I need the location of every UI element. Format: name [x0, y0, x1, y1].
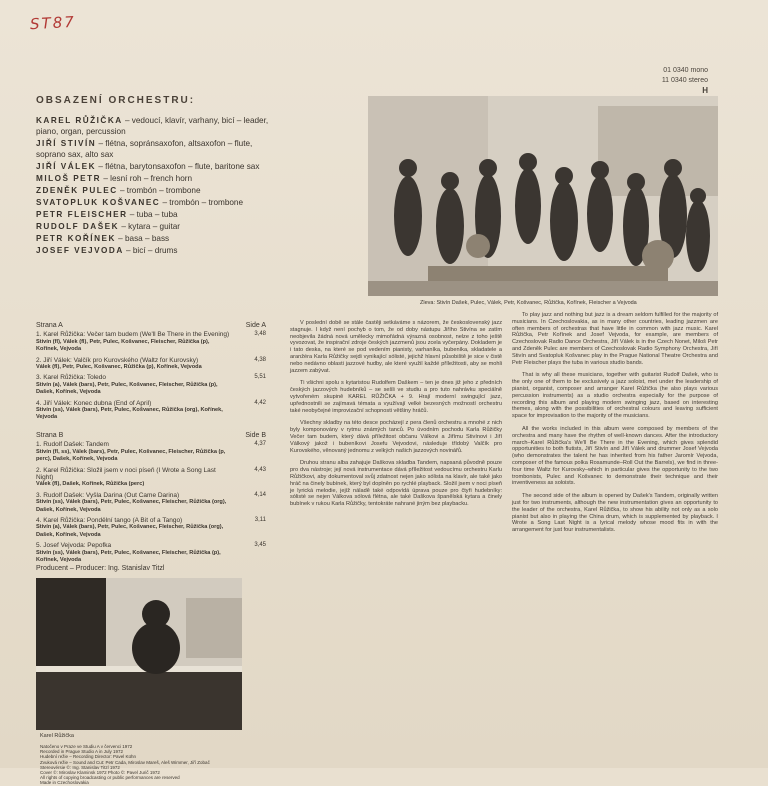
cast-role: – flétna, barytonsaxofon – flute, baritone sax — [96, 162, 260, 171]
track-time: 5,51 — [254, 374, 266, 381]
track-time: 4,43 — [254, 466, 266, 473]
track-title: 4. Jiří Válek: Konec dubna (End of April) — [36, 399, 152, 407]
cast-member — [36, 185, 276, 196]
track-time: 3,48 — [254, 331, 266, 338]
track-players: Válek (fl), Petr, Pulec, Košvanec, Růžička (p), Kořínek, Vejvoda — [36, 364, 202, 371]
track-players: Stivín (fl), Válek (fl), Petr, Pulec, Košvanec, Fleischer, Růžička (p), Kořínek, Vejvoda — [36, 338, 210, 353]
pianist-photo — [36, 578, 242, 730]
cast-member — [36, 233, 276, 244]
track-info — [36, 374, 231, 396]
track-time: 4,14 — [254, 491, 266, 498]
orchestra-cast — [36, 115, 276, 257]
side-a-tracks — [36, 331, 266, 421]
catalog-mono: 01 0340 mono — [663, 67, 708, 74]
cast-role: – tuba – tuba — [127, 210, 178, 219]
band-photo — [368, 96, 718, 296]
track-time: 3,11 — [254, 516, 266, 523]
producer-credit: Producent – Producer: Ing. Stanislav Titzl — [36, 565, 165, 572]
credit-line: Stereovérsie ©: Ing. Stanislav Titzl 1972 — [40, 764, 120, 770]
cast-member — [36, 161, 276, 172]
liner-paragraph: Druhou stranu alba zahajuje Daškova skladba Tandem, napsaná původně pouze pro dva nástroje; její nová instrumentace dává příležitost vedoucímu orchestru Karlu Růžičkovi, aby dokumentoval svůj zdatnost nejen jako sólista na klavír, ale také jako hráč na činely bubínek, který byl doplněn po rychlé playback. Složil jsem v noci píseň je lyrická melodie, jejíž náladě také odpovídá úprava pouze pro čtyři hudebníky: sólisté se nejen Válkova sólová flétna, ale také Daškova španělská kytara a činely bubínek v rukou Karla Růžičky, tentokráte nahrané jiným bez playbacku. — [290, 460, 502, 508]
recording-credits — [40, 744, 245, 786]
side-b-label: Strana B — [36, 431, 64, 439]
cast-member — [36, 138, 276, 160]
track-players: Stivín (ss), Válek (bars), Petr, Pulec, Košvanec, Fleischer, Růžička (p), Kořínek, Vejvoda — [36, 549, 221, 563]
credit-line: Cover ©: Miroslav Klaminsk 1972 Photo ©: Pavel Jurič 1972 — [40, 770, 160, 776]
track-title: 1. Rudolf Dašek: Tandem — [36, 441, 109, 449]
cast-member — [36, 173, 276, 184]
track-time: 4,38 — [254, 356, 266, 363]
track-info — [36, 542, 231, 564]
track-info — [36, 467, 231, 489]
cast-name: JIŘÍ VÁLEK — [36, 162, 97, 171]
cast-role: – lesní roh – french horn — [101, 174, 193, 183]
cast-name: PETR FLEISCHER — [36, 210, 128, 219]
track-time: 4,37 — [254, 441, 266, 448]
side-a-label-en: Side A — [245, 322, 266, 329]
cast-role: – trombón – trombone — [117, 186, 201, 195]
side-b-label-en: Side B — [245, 431, 266, 439]
track-info — [36, 441, 231, 463]
orchestra-heading: OBSAZENÍ ORCHESTRU: — [36, 95, 196, 106]
track-players: Válek (fl), Dašek, Kořínek, Růžička (perc) — [36, 481, 145, 488]
catalog-stereo: 11 0340 stereo — [661, 77, 708, 84]
side-b-tracks — [36, 441, 266, 564]
track-info — [36, 331, 231, 353]
liner-paragraph: To play jazz and nothing but jazz is a dream seldom fulfilled for the majority of musicians. In Czechoslovakia, as in many other countries, leading jazzmen are often members of orchestras that have little in common with jazz music. Karel Růžička, Petr Kořínek and Josef Vejvoda, for example, are members of Czechoslovak Radio Dance Orchestra, Jiří Válek is in the Czech Nonet, Miloš Petr and Zdeněk Pulec are members of Czechoslovak Radio Symphony Orchestra, Jiří Stivín and Svatopluk Košvanec play in the Prague National Theatre Orchestra and Petr Fleischer plays the tuba in various studio bands. — [512, 312, 718, 366]
track-players: Stivín (fl, ss), Válek (bars), Petr, Pulec, Košvanec, Fleischer, Růžička (p, perc), Dašek, Kořínek, Vejvoda — [36, 448, 226, 463]
catalog-numbers — [662, 66, 708, 96]
track-title: 5. Josef Vejvoda: Pepofka — [36, 542, 112, 550]
track-row — [36, 374, 266, 396]
cast-member — [36, 209, 276, 220]
track-title: 3. Karel Růžička: Toledo — [36, 374, 106, 382]
track-row — [36, 357, 266, 372]
pianist-photo-caption: Karel Růžička — [40, 733, 74, 739]
handwritten-mark: ST87 — [29, 12, 77, 34]
side-a-label: Strana A — [36, 322, 63, 329]
track-row — [36, 331, 266, 353]
cast-name: PETR KOŘÍNEK — [36, 234, 116, 243]
cast-member — [36, 197, 276, 208]
liner-paragraph: That is why all these musicians, together with guitarist Rudolf Dašek, who is the only one of them to be exclusively a jazz soloist, met under the leadership of pianist, organist, composer and arranger Karel Růžička (he also plays various percussion instruments) as a studio orchestra especially for the purpose of recording this album and playing modern swinging jazz, based on interesting themes, along with the possibilities of orchestral colours and leaving sufficient space for improvisation to the majority of the musicians. — [512, 372, 718, 420]
liner-paragraph: The second side of the album is opened by Dašek's Tandem, originally written just for two instruments, although the new instrumentation gives an opportunity to the leader of the orchestra, Karel Růžička, to show his ability not only as a solo pianist but also in playing the China drum, which is supplemented by playback. I Wrote a Song Last Night is a lyrical melody whose mood fits in with the arrangement for just four instrumentalists. — [512, 493, 718, 534]
track-title: 4. Karel Růžička: Pondělní tango (A Bit of a Tango) — [36, 516, 183, 524]
track-listing — [36, 318, 266, 567]
track-row — [36, 467, 266, 489]
cast-role: – basa – bass — [115, 234, 170, 243]
cast-name: MILOŠ PETR — [36, 174, 102, 183]
track-players: Stivín (a), Válek (bars), Petr, Pulec, Košvanec, Fleischer, Růžička (org), Dašek, Kořínek, Vejvoda — [36, 524, 224, 538]
credit-line: All rights of copying broadcasting or public performances are reserved — [40, 775, 180, 781]
cast-member — [36, 221, 276, 232]
track-time: 4,42 — [254, 399, 266, 406]
cast-name: JIŘÍ STIVÍN — [36, 139, 97, 148]
track-row — [36, 400, 266, 422]
credit-line: Natočeno v Praze ve Studiu A v červenci 1972 — [40, 744, 133, 749]
track-row — [36, 492, 266, 514]
cast-role: – trombón – trombone — [160, 198, 244, 207]
liner-paragraph: V poslední době se stále častěji setkáváme s názorem, že československý jazz stagnuje. I když není pochyb o tom, že od doby nástupu Jiřího Stivína se zatím neobjevila žádná nová umělecky mimořádná výrazná osobnost, nelze z toho ještě vyvozovat, že inspirační zdroje českých jazzmenů jsou zcela vyčerpány. Dokladem je i tato deska, na které se pod vedením pianisty, varhaníka, bubeníka, skladatele a aranžéra Karla Růžičky sejdi vynikající sólisté, jejichž hlavní působiště je sice v čistě nebo nedávno oblasti jazzové hudby, ale které využil každé příležitosti, aby se mohli jazzem zabývat. — [290, 320, 502, 374]
liner-paragraph: All the works included in this album were composed by members of the orchestra and many have the rhythm of well-known dances. After the introductory march–Karel Růžička's We'll Be There in the Evening, which gives splendid opportunities to both flutists, Jiří Stivín and Jiří Válek and drummer Josef Vejvoda (who demonstrates the talent he has inherited from his father Jaromír Vejvoda, composer of the famous polka Rosamunde–Roll Out the Barrels), we find in three-four time Waltz for Kurovsky–which in particular gives the opportunity to the two trombonists, Pulec and Košvanec to demonstrate their technique and their inventiveness as soloists. — [512, 425, 718, 487]
track-players: Stivín (ss), Válek (bars), Petr, Pulec, Košvanec, Růžička (org), Kořínek, Vejvoda — [36, 407, 223, 421]
liner-notes-czech — [290, 320, 502, 514]
catalog-letter: H — [702, 86, 708, 95]
track-players: Stivín (a), Válek (bars), Petr, Pulec, Košvanec, Fleischer, Růžička (p), Dašek, Kořínek, Vejvoda — [36, 381, 218, 396]
liner-notes-english — [512, 312, 718, 540]
track-info — [36, 400, 231, 422]
track-time: 3,45 — [254, 542, 266, 549]
liner-paragraph: Ti všichni spolu s kytaristou Rudolfem Daškem – ten je dnes již jeho z předních českých jazzových hudebníků – se sešli ve studiu a pro tuto nahrávku speciálně vytvořeném skupině KAREL RŮŽIČKA + 9. Hrají moderní swingující jazz, upřednostnili se zajímavá témata a využívají velké bezesných možností orchestru také neobyčejné improvizační schopnosti většiny hráčů. — [290, 380, 502, 414]
track-info — [36, 357, 231, 372]
cast-role: – vedoucí, klavír, varhany, bicí – leader, piano, organ, percussion — [36, 116, 269, 136]
side-a-header — [36, 322, 266, 329]
track-title: 2. Jiří Válek: Valčík pro Kurovského (Waltz for Kurovsky) — [36, 356, 199, 364]
track-row — [36, 517, 266, 539]
cast-member — [36, 115, 276, 137]
track-info — [36, 517, 231, 539]
credit-line: Made in Czechoslovakia — [40, 780, 89, 786]
track-row — [36, 441, 266, 463]
credit-line: Hudební režie – Recording Director: Pavel Kühn — [40, 754, 137, 760]
band-photo-caption: Zleva: Stivín Dašek, Pulec, Válek, Petr, Košvanec, Růžička, Kořínek, Fleischer a Vejvoda — [420, 300, 637, 306]
liner-paragraph: Všechny skladby na této desce pocházejí z pera členů orchestru a mnohé z nich byly komponovány v rytmu známých tanců. Po úvodním pochodu Karla Růžičky Večer tam budem, který dává příležitost občanu Válkovi a Jiřímu Stivínovi i Jiří Válkový jakož i bubeníkovi Josefu Vejvodovi, následuje třídobý Valčík pro Kurovského, věnovaný jednomu z velkých našich jazzových novinářů. — [290, 420, 502, 454]
track-info — [36, 492, 231, 514]
cast-name: RUDOLF DAŠEK — [36, 222, 120, 231]
cast-name: ZDENĚK PULEC — [36, 186, 118, 195]
cast-name: SVATOPLUK KOŠVANEC — [36, 198, 161, 207]
cast-role: – bicí – drums — [123, 246, 178, 255]
cast-name: JOSEF VEJVODA — [36, 246, 124, 255]
track-title: 3. Rudolf Dašek: Vyšla Darina (Out Came Darina) — [36, 491, 180, 499]
track-row — [36, 542, 266, 564]
cast-role: – flétna, sopránsaxofon, altsaxofon – flute, soprano sax, alto sax — [36, 139, 253, 159]
side-b-header — [36, 432, 266, 439]
cast-name: KAREL RŮŽIČKA — [36, 116, 123, 125]
credit-line: Zvuková režie – Sound and Cut: Petr Cada, Miroslav Mareš, Aleš Wimmer, Jiří Zobač — [40, 759, 210, 765]
credit-line: Recorded in Prague Studio A in July 1972 — [40, 749, 124, 755]
track-title: 2. Karel Růžička: Složil jsem v noci píseň (I Wrote a Song Last Night) — [36, 466, 216, 481]
track-title: 1. Karel Růžička: Večer tam budem (We'll Be There in the Evening) — [36, 331, 230, 339]
cast-role: – kytara – guitar — [119, 222, 181, 231]
track-players: Stivín (ss), Válek (bars), Petr, Pulec, Košvanec, Fleischer, Růžička (org), Dašek, Kořínek, Vejvoda — [36, 499, 227, 513]
cast-member — [36, 245, 276, 256]
